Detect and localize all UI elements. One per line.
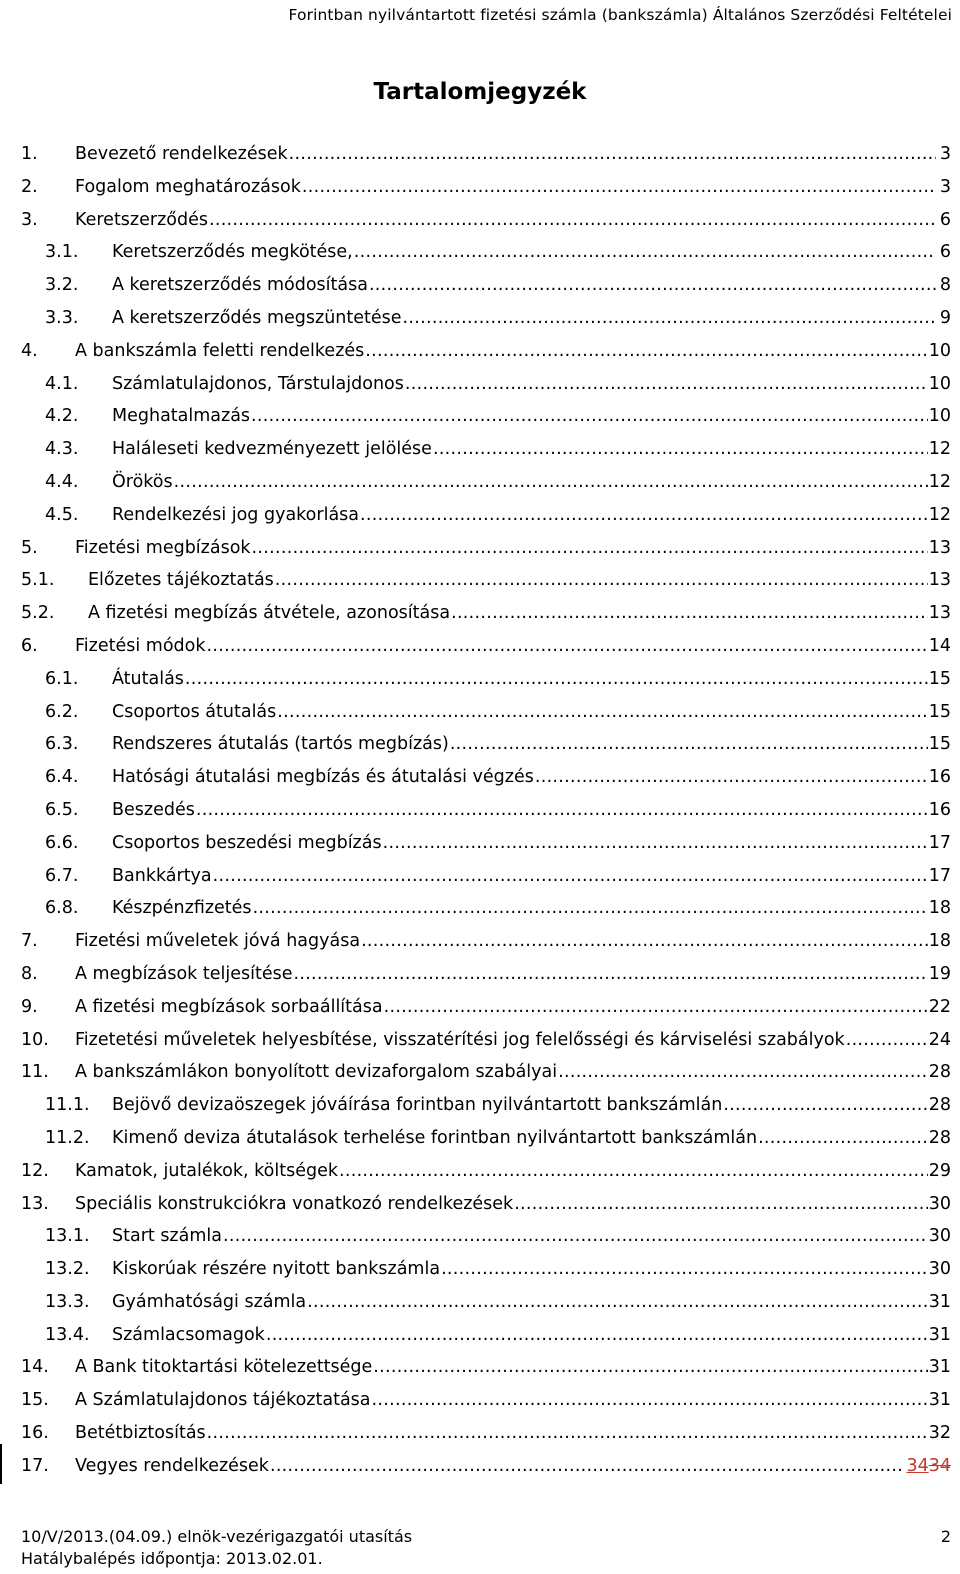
toc-dot-leader <box>251 400 928 433</box>
toc-dot-leader <box>277 696 927 729</box>
toc-entry[interactable] <box>0 400 960 433</box>
toc-entry-page: 12 <box>928 471 951 492</box>
toc-dot-leader <box>253 892 928 925</box>
toc-entry[interactable] <box>0 1351 960 1384</box>
toc-entry[interactable] <box>0 925 960 958</box>
toc-dot-leader <box>275 564 928 597</box>
toc-entry[interactable] <box>0 171 960 204</box>
toc-dot-leader <box>223 1220 928 1253</box>
toc-entry-number: 11. <box>21 1062 49 1083</box>
toc-entry[interactable] <box>0 761 960 794</box>
toc-entry-page: 3 <box>939 176 951 197</box>
toc-entry-title: Betétbiztosítás <box>75 1423 206 1444</box>
toc-entry-number: 17. <box>21 1455 49 1476</box>
toc-entry-title: Bejövő devizaöszegek jóváírása forintban nyilvántartott bankszámlán <box>112 1095 723 1116</box>
toc-entry-number: 6.2. <box>45 701 79 722</box>
toc-entry-title: Keretszerződés megkötése, <box>112 242 353 263</box>
toc-entry-number: 5.2. <box>21 603 55 624</box>
toc-entry-page: 3 <box>939 144 951 164</box>
toc-entry-page: 24 <box>928 1029 951 1050</box>
toc-entry[interactable] <box>0 1253 960 1286</box>
page-footer <box>21 1526 951 1570</box>
toc-entry-number: 4.3. <box>45 439 79 460</box>
toc-dot-leader <box>372 1384 928 1417</box>
toc-entry-title: Haláleseti kedvezményezett jelölése <box>112 439 432 460</box>
toc-entry-title: Kiskorúak részére nyitott bankszámla <box>112 1259 441 1280</box>
toc-entry-title: Bankkártya <box>112 865 212 886</box>
toc-entry[interactable] <box>0 466 960 499</box>
toc-entry[interactable] <box>0 1384 960 1417</box>
toc-entry-page: 10 <box>928 406 951 427</box>
toc-entry-page: 13 <box>928 603 951 624</box>
toc-entry-title: Bevezető rendelkezések <box>75 144 288 164</box>
toc-entry-page: 17 <box>928 832 951 853</box>
toc-dot-leader <box>339 1155 928 1188</box>
toc-page-deleted: 34 <box>928 1455 951 1476</box>
toc-entry-number: 5. <box>21 537 38 558</box>
toc-dot-leader <box>405 368 928 401</box>
toc-dot-leader <box>433 433 928 466</box>
toc-entry-number: 1. <box>21 144 38 164</box>
toc-entry[interactable] <box>0 1450 960 1483</box>
toc-dot-leader <box>361 925 928 958</box>
toc-entry[interactable] <box>0 532 960 565</box>
toc-dot-leader <box>383 827 928 860</box>
toc-entry-page: 16 <box>928 767 951 788</box>
toc-entry[interactable] <box>0 958 960 991</box>
page-number: 2 <box>940 1527 951 1546</box>
toc-entry[interactable] <box>0 1155 960 1188</box>
toc-entry-page: 30 <box>928 1226 951 1247</box>
toc-page-inserted: 34 <box>906 1455 929 1476</box>
toc-entry-number: 3.3. <box>45 307 79 328</box>
toc-entry-number: 6.4. <box>45 767 79 788</box>
toc-entry[interactable] <box>0 1286 960 1319</box>
toc-entry-page: 8 <box>939 275 951 296</box>
toc-entry-title: A fizetési megbízások sorbaállítása <box>75 996 383 1017</box>
toc-entry[interactable] <box>0 991 960 1024</box>
toc-entry-page: 13 <box>928 570 951 591</box>
toc-entry-number: 13.2. <box>45 1259 90 1280</box>
toc-entry-number: 13.1. <box>45 1226 90 1247</box>
toc-entry-title: Fizetési módok <box>75 635 206 656</box>
toc-entry-number: 16. <box>21 1423 49 1444</box>
toc-entry[interactable] <box>0 892 960 925</box>
toc-entry-title: Átutalás <box>112 668 184 689</box>
toc-entry-page: 31 <box>928 1324 951 1345</box>
toc-entry[interactable] <box>0 204 960 237</box>
toc-entry-title: A megbízások teljesítése <box>75 963 293 984</box>
toc-dot-leader <box>441 1253 928 1286</box>
toc-entry[interactable] <box>0 433 960 466</box>
toc-entry-page: 15 <box>928 668 951 689</box>
toc-dot-leader <box>723 1089 927 1122</box>
toc-entry-page: 6 <box>939 242 951 263</box>
toc-entry-page: 31 <box>928 1291 951 1312</box>
toc-dot-leader <box>360 499 928 532</box>
toc-dot-leader <box>207 1417 928 1450</box>
toc-entry-title: Fizetetési műveletek helyesbítése, visszatérítési jog felelősségi és kárviselési szabályok <box>75 1029 845 1050</box>
toc-entry-number: 4.4. <box>45 471 79 492</box>
toc-dot-leader <box>270 1450 905 1483</box>
toc-entry-page <box>906 1450 951 1483</box>
toc-entry-number: 11.2. <box>45 1127 90 1148</box>
toc-entry-page: 15 <box>928 734 951 755</box>
toc-title: Tartalomjegyzék <box>373 79 587 105</box>
toc-entry-number: 2. <box>21 176 38 197</box>
toc-dot-leader <box>266 1319 928 1352</box>
toc-dot-leader <box>451 597 928 630</box>
toc-entry-number: 5.1. <box>21 570 55 591</box>
toc-dot-leader <box>293 958 927 991</box>
toc-entry-page: 28 <box>928 1127 951 1148</box>
toc-entry[interactable] <box>0 827 960 860</box>
table-of-contents <box>0 138 960 1483</box>
toc-entry-number: 6.5. <box>45 799 79 820</box>
toc-entry-title: A fizetési megbízás átvétele, azonosítása <box>88 603 451 624</box>
toc-entry-title: Rendszeres átutalás (tartós megbízás) <box>112 734 449 755</box>
toc-entry-title: Fizetési megbízások <box>75 537 251 558</box>
toc-entry-page: 6 <box>939 209 951 230</box>
toc-entry-number: 3.1. <box>45 242 79 263</box>
toc-entry-page: 15 <box>928 701 951 722</box>
toc-entry-page: 18 <box>928 898 951 919</box>
footer-instruction-ref: 10/V/2013.(04.09.) elnök-vezérigazgatói utasítás <box>21 1527 413 1546</box>
toc-entry-page: 31 <box>928 1357 951 1378</box>
toc-dot-leader <box>307 1286 928 1319</box>
toc-entry-number: 6.3. <box>45 734 79 755</box>
toc-entry-number: 6.8. <box>45 898 79 919</box>
toc-dot-leader <box>369 269 936 302</box>
toc-entry-title: A Számlatulajdonos tájékoztatása <box>75 1390 371 1411</box>
toc-entry-page: 16 <box>928 799 951 820</box>
revision-change-bar <box>0 1444 2 1484</box>
toc-entry-title: Előzetes tájékoztatás <box>88 570 274 591</box>
toc-entry[interactable] <box>0 564 960 597</box>
toc-entry[interactable] <box>0 1319 960 1352</box>
toc-entry-page: 30 <box>928 1259 951 1280</box>
toc-entry-number: 7. <box>21 931 38 952</box>
toc-entry-title: Számlacsomagok <box>112 1324 265 1345</box>
toc-entry-title: A bankszámlákon bonyolított devizaforgalom szabályai <box>75 1062 558 1083</box>
toc-dot-leader <box>558 1056 928 1089</box>
toc-entry-title: Kamatok, jutalékok, költségek <box>75 1160 338 1181</box>
toc-entry-title: Gyámhatósági számla <box>112 1291 307 1312</box>
toc-entry[interactable] <box>0 1188 960 1221</box>
toc-entry-page: 28 <box>928 1095 951 1116</box>
toc-entry[interactable] <box>0 696 960 729</box>
toc-entry-page: 10 <box>928 340 951 361</box>
toc-dot-leader <box>289 138 936 171</box>
toc-entry-number: 4.5. <box>45 504 79 525</box>
toc-entry-number: 13.4. <box>45 1324 90 1345</box>
toc-entry-title: Készpénzfizetés <box>112 898 252 919</box>
toc-dot-leader <box>365 335 927 368</box>
toc-entry[interactable] <box>0 236 960 269</box>
toc-entry-number: 4.2. <box>45 406 79 427</box>
toc-entry-page: 17 <box>928 865 951 886</box>
toc-entry-title: Rendelkezési jog gyakorlása <box>112 504 360 525</box>
toc-entry-title: Start számla <box>112 1226 222 1247</box>
toc-entry-title: Vegyes rendelkezések <box>75 1455 269 1476</box>
toc-entry-page: 19 <box>928 963 951 984</box>
toc-entry[interactable] <box>0 1089 960 1122</box>
toc-entry-page: 18 <box>928 931 951 952</box>
toc-entry-page: 22 <box>928 996 951 1017</box>
toc-dot-leader <box>514 1188 928 1221</box>
toc-entry[interactable] <box>0 335 960 368</box>
toc-entry-number: 10. <box>21 1029 49 1050</box>
toc-entry-number: 15. <box>21 1390 49 1411</box>
toc-dot-leader <box>846 1024 928 1057</box>
toc-entry[interactable] <box>0 499 960 532</box>
toc-entry[interactable] <box>0 630 960 663</box>
toc-entry-page: 10 <box>928 373 951 394</box>
toc-entry[interactable] <box>0 728 960 761</box>
toc-entry-page: 13 <box>928 537 951 558</box>
toc-dot-leader <box>252 532 928 565</box>
toc-entry[interactable] <box>0 860 960 893</box>
toc-entry-title: A keretszerződés módosítása <box>112 275 368 296</box>
toc-entry-title: Fizetési műveletek jóvá hagyása <box>75 931 361 952</box>
toc-entry-title: Hatósági átutalási megbízás és átutalási végzés <box>112 767 534 788</box>
toc-entry-number: 14. <box>21 1357 49 1378</box>
toc-entry-title: Csoportos átutalás <box>112 701 277 722</box>
toc-dot-leader <box>174 466 928 499</box>
toc-dot-leader <box>213 860 928 893</box>
toc-entry-number: 4. <box>21 340 38 361</box>
toc-dot-leader <box>206 630 927 663</box>
toc-entry[interactable] <box>0 138 960 171</box>
toc-entry-page: 14 <box>928 635 951 656</box>
toc-dot-leader <box>403 302 936 335</box>
toc-entry-page: 12 <box>928 504 951 525</box>
toc-dot-leader <box>384 991 928 1024</box>
toc-entry-title: A bankszámla feletti rendelkezés <box>75 340 365 361</box>
toc-entry-title: Kimenő deviza átutalások terhelése forintban nyilvántartott bankszámlán <box>112 1127 758 1148</box>
toc-dot-leader <box>196 794 928 827</box>
toc-entry-page: 9 <box>939 307 951 328</box>
running-header: Forintban nyilvántartott fizetési számla (bankszámla) Általános Szerződési Feltételei <box>288 6 952 24</box>
toc-dot-leader <box>758 1122 928 1155</box>
toc-entry-title: Meghatalmazás <box>112 406 251 427</box>
toc-entry[interactable] <box>0 597 960 630</box>
toc-entry[interactable] <box>0 269 960 302</box>
toc-dot-leader <box>373 1351 927 1384</box>
toc-entry-number: 11.1. <box>45 1095 90 1116</box>
toc-entry-title: Örökös <box>112 471 173 492</box>
toc-entry-title: Fogalom meghatározások <box>75 176 301 197</box>
toc-entry-number: 9. <box>21 996 38 1017</box>
toc-entry-title: A keretszerződés megszüntetése <box>112 307 402 328</box>
toc-entry-number: 3. <box>21 209 38 230</box>
toc-entry-title: Speciális konstrukciókra vonatkozó rendelkezések <box>75 1193 514 1214</box>
toc-entry-title: A Bank titoktartási kötelezettsége <box>75 1357 373 1378</box>
toc-entry-number: 6.1. <box>45 668 79 689</box>
toc-entry-number: 13. <box>21 1193 49 1214</box>
toc-entry-page: 30 <box>928 1193 951 1214</box>
toc-entry-page: 29 <box>928 1160 951 1181</box>
toc-entry[interactable] <box>0 1220 960 1253</box>
toc-entry[interactable] <box>0 302 960 335</box>
toc-entry[interactable] <box>0 1056 960 1089</box>
toc-entry[interactable] <box>0 1122 960 1155</box>
toc-entry-number: 3.2. <box>45 275 79 296</box>
footer-effective-date: Hatálybalépés időpontja: 2013.02.01. <box>21 1549 323 1568</box>
toc-entry[interactable] <box>0 368 960 401</box>
toc-entry-number: 6. <box>21 635 38 656</box>
toc-dot-leader <box>185 663 928 696</box>
toc-entry-number: 8. <box>21 963 38 984</box>
toc-dot-leader <box>450 728 928 761</box>
toc-dot-leader <box>302 171 936 204</box>
toc-entry-title: Csoportos beszedési megbízás <box>112 832 382 853</box>
toc-entry[interactable] <box>0 1417 960 1450</box>
toc-dot-leader <box>535 761 928 794</box>
toc-entry-title: Beszedés <box>112 799 195 820</box>
toc-entry-number: 13.3. <box>45 1291 90 1312</box>
toc-entry-page: 31 <box>928 1390 951 1411</box>
toc-entry-page: 28 <box>928 1062 951 1083</box>
toc-dot-leader <box>354 236 936 269</box>
toc-entry[interactable] <box>0 663 960 696</box>
toc-entry-title: Számlatulajdonos, Társtulajdonos <box>112 373 404 394</box>
toc-entry-number: 4.1. <box>45 373 79 394</box>
toc-entry-number: 12. <box>21 1160 49 1181</box>
toc-entry[interactable] <box>0 1024 960 1057</box>
toc-entry[interactable] <box>0 794 960 827</box>
toc-entry-page: 12 <box>928 439 951 460</box>
toc-dot-leader <box>209 204 936 237</box>
toc-entry-number: 6.6. <box>45 832 79 853</box>
toc-entry-title: Keretszerződés <box>75 209 208 230</box>
toc-entry-page: 32 <box>928 1423 951 1444</box>
toc-entry-number: 6.7. <box>45 865 79 886</box>
